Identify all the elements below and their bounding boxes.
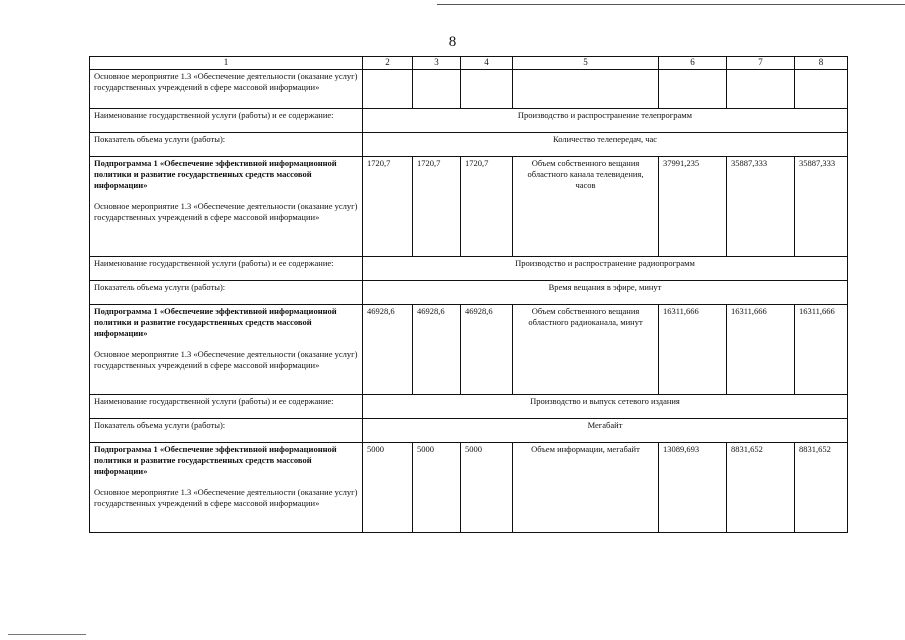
indicator-value: Мегабайт xyxy=(363,418,848,442)
service-name-value: Производство и выпуск сетевого издания xyxy=(363,394,848,418)
column-header: 4 xyxy=(461,57,513,70)
indicator-label: Показатель объема услуги (работы): xyxy=(90,280,363,304)
subprogram-title: Подпрограмма 1 «Обеспечение эффективной информационной политики и развитие государственных средств массовой информации» xyxy=(94,157,337,190)
activity-text: Основное мероприятие 1.3 «Обеспечение деятельности (оказание услуг) государственных учреждений в сфере массовой информации» xyxy=(94,348,358,370)
page-number: 8 xyxy=(448,34,457,50)
table-row xyxy=(90,69,848,108)
value-cell: 16311,666 xyxy=(659,304,727,394)
value-cell: 35887,333 xyxy=(727,156,795,256)
indicator-description: Объем собственного вещания областного радиоканала, минут xyxy=(513,304,659,394)
table-row xyxy=(90,108,848,132)
column-header: 1 xyxy=(90,57,363,70)
table-header-row xyxy=(90,57,848,70)
service-name-label: Наименование государственной услуги (работы) и ее содержание: xyxy=(90,256,363,280)
table-row xyxy=(90,156,848,256)
value-cell: 1720,7 xyxy=(461,156,513,256)
empty-cell xyxy=(363,69,413,108)
value-cell: 13089,693 xyxy=(659,442,727,532)
empty-cell xyxy=(461,69,513,108)
top-rule-line xyxy=(437,4,905,5)
indicator-description: Объем информации, мегабайт xyxy=(513,442,659,532)
value-cell: 8831,652 xyxy=(727,442,795,532)
table-row xyxy=(90,304,848,394)
indicator-description: Объем собственного вещания областного канала телевидения, часов xyxy=(513,156,659,256)
service-name-label: Наименование государственной услуги (работы) и ее содержание: xyxy=(90,108,363,132)
value-cell: 46928,6 xyxy=(413,304,461,394)
indicator-label: Показатель объема услуги (работы): xyxy=(90,418,363,442)
value-cell: 35887,333 xyxy=(795,156,848,256)
activity-cell: Основное мероприятие 1.3 «Обеспечение деятельности (оказание услуг) государственных учреждений в сфере массовой информации» xyxy=(90,69,363,108)
value-cell: 16311,666 xyxy=(727,304,795,394)
service-name-label: Наименование государственной услуги (работы) и ее содержание: xyxy=(90,394,363,418)
value-cell: 5000 xyxy=(363,442,413,532)
empty-cell xyxy=(795,69,848,108)
value-cell: 8831,652 xyxy=(795,442,848,532)
column-header: 5 xyxy=(513,57,659,70)
program-cell xyxy=(90,442,363,532)
value-cell: 5000 xyxy=(413,442,461,532)
table-row xyxy=(90,418,848,442)
value-cell: 37991,235 xyxy=(659,156,727,256)
table-row xyxy=(90,256,848,280)
activity-text: Основное мероприятие 1.3 «Обеспечение деятельности (оказание услуг) государственных учреждений в сфере массовой информации» xyxy=(94,486,358,508)
services-table xyxy=(89,56,848,533)
activity-text: Основное мероприятие 1.3 «Обеспечение деятельности (оказание услуг) государственных учреждений в сфере массовой информации» xyxy=(94,200,358,222)
table-row xyxy=(90,442,848,532)
column-header: 2 xyxy=(363,57,413,70)
column-header: 8 xyxy=(795,57,848,70)
empty-cell xyxy=(727,69,795,108)
value-cell: 5000 xyxy=(461,442,513,532)
service-name-value: Производство и распространение радиопрограмм xyxy=(363,256,848,280)
value-cell: 46928,6 xyxy=(461,304,513,394)
empty-cell xyxy=(413,69,461,108)
empty-cell xyxy=(659,69,727,108)
indicator-value: Количество телепередач, час xyxy=(363,132,848,156)
subprogram-title: Подпрограмма 1 «Обеспечение эффективной информационной политики и развитие государственных средств массовой информации» xyxy=(94,443,337,476)
scan-edge-mark xyxy=(8,634,86,635)
column-header: 3 xyxy=(413,57,461,70)
table-row xyxy=(90,132,848,156)
table-row xyxy=(90,394,848,418)
indicator-label: Показатель объема услуги (работы): xyxy=(90,132,363,156)
value-cell: 46928,6 xyxy=(363,304,413,394)
program-cell xyxy=(90,304,363,394)
column-header: 7 xyxy=(727,57,795,70)
empty-cell xyxy=(513,69,659,108)
value-cell: 1720,7 xyxy=(363,156,413,256)
table-row xyxy=(90,280,848,304)
column-header: 6 xyxy=(659,57,727,70)
program-cell xyxy=(90,156,363,256)
value-cell: 1720,7 xyxy=(413,156,461,256)
service-name-value: Производство и распространение телепрограмм xyxy=(363,108,848,132)
indicator-value: Время вещания в эфире, минут xyxy=(363,280,848,304)
value-cell: 16311,666 xyxy=(795,304,848,394)
subprogram-title: Подпрограмма 1 «Обеспечение эффективной информационной политики и развитие государственных средств массовой информации» xyxy=(94,305,337,338)
